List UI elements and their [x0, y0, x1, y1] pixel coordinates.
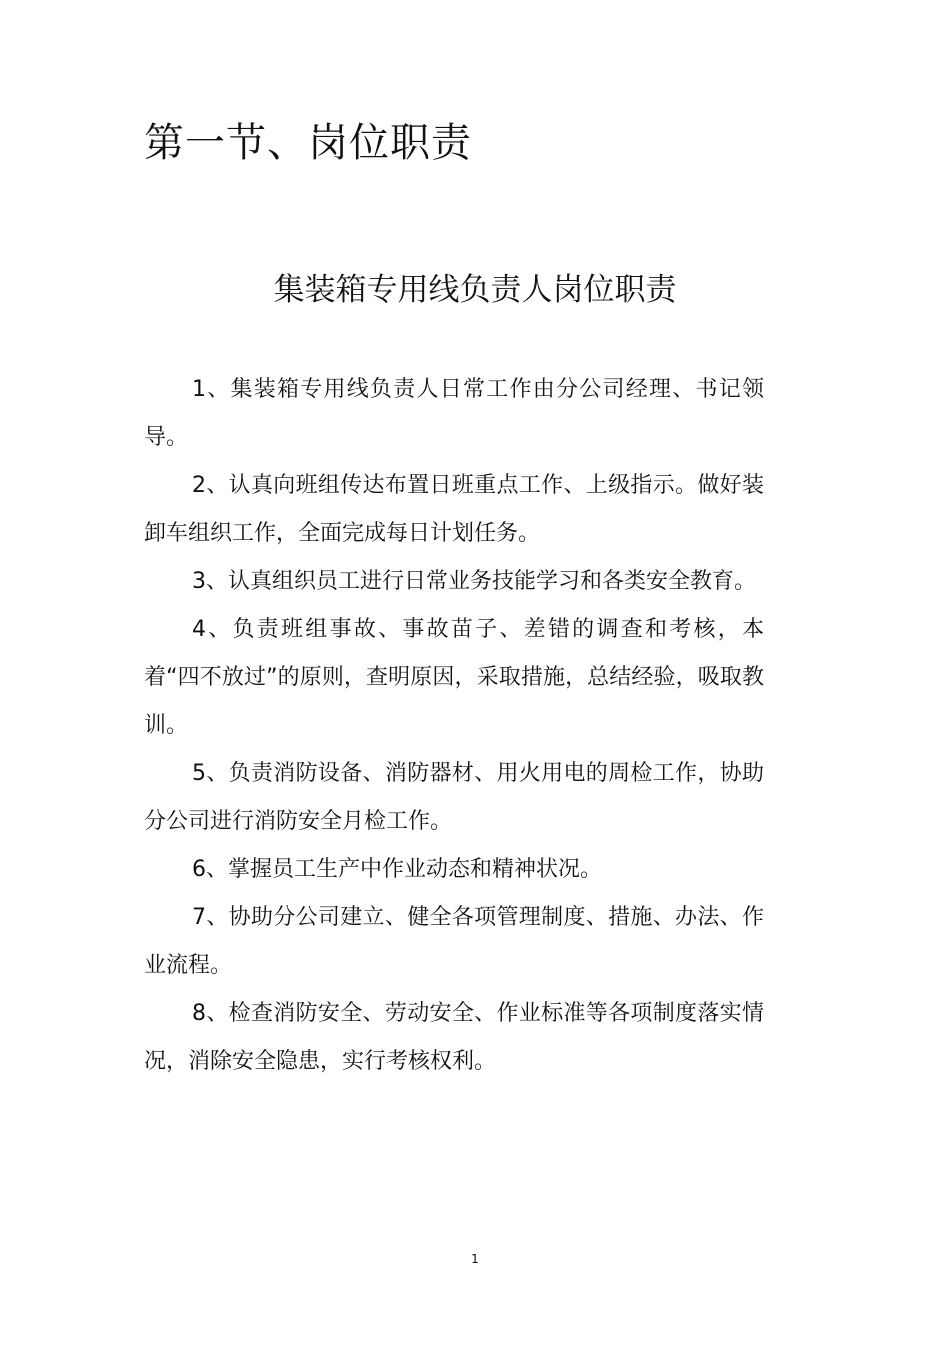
duty-item-4: 4、负责班组事故、事故苗子、差错的调查和考核，本着“四不放过”的原则，查明原因，采取措施，总结经验，吸取教训。	[144, 617, 764, 738]
duty-item-2: 2、认真向班组传达布置日班重点工作、上级指示。做好装卸车组织工作，全面完成每日计划任务。	[144, 473, 764, 546]
duty-item-6: 6、掌握员工生产中作业动态和精神状况。	[192, 857, 602, 882]
section-title: 第一节、岗位职责	[144, 120, 472, 166]
duty-item-7: 7、协助分公司建立、健全各项管理制度、措施、办法、作业流程。	[144, 905, 764, 978]
duty-item-5: 5、负责消防设备、消防器材、用火用电的周检工作，协助分公司进行消防安全月检工作。	[144, 761, 764, 834]
duty-item-1: 1、集装箱专用线负责人日常工作由分公司经理、书记领导。	[144, 377, 764, 450]
document-title: 集装箱专用线负责人岗位职责	[273, 272, 677, 308]
page-number: 1	[471, 1252, 479, 1266]
duty-list	[144, 366, 764, 1086]
duty-item-3: 3、认真组织员工进行日常业务技能学习和各类安全教育。	[192, 569, 756, 594]
duty-item-8: 8、检查消防安全、劳动安全、作业标准等各项制度落实情况，消除安全隐患，实行考核权利。	[144, 1001, 764, 1074]
